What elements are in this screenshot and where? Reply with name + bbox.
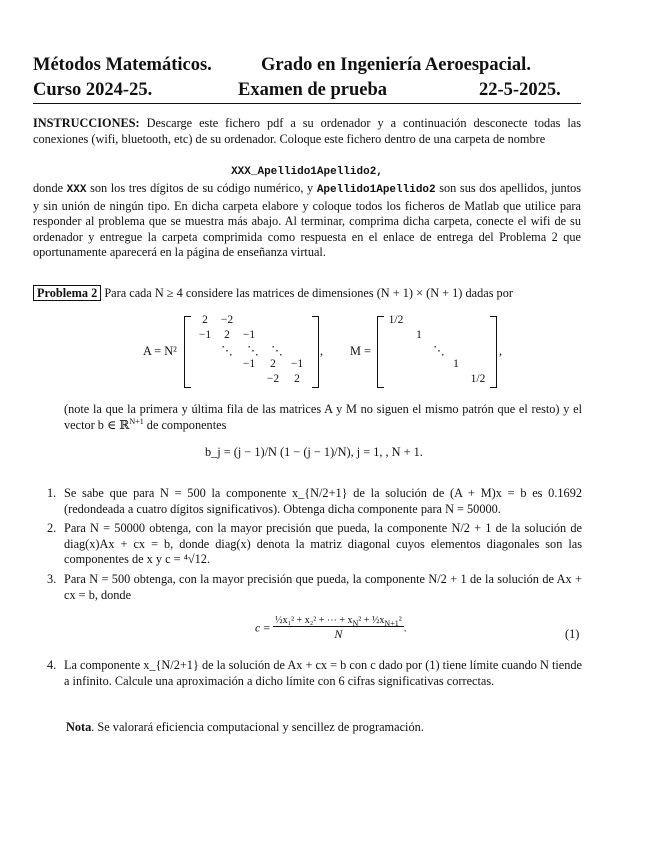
item-text: La componente x_{N/2+1} de la solución de Ax + cx = b con c dado por (1) tiene límite cuando N tiende a infinito. Calcule una aproximación a dicho límite con 6 cifras significativas correctas.: [64, 658, 582, 688]
matrix-m-entry: ⋱: [433, 345, 445, 357]
instructions-text-2a: donde: [33, 181, 64, 195]
item-number: 1.: [47, 486, 57, 500]
header-line-2: [33, 80, 581, 104]
matrix-a-label: A = N²: [143, 344, 177, 358]
note-superscript: N+1: [129, 416, 144, 426]
bj-formula-text: b_j = (j − 1)/N (1 − (j − 1)/N), j = 1, , N + 1.: [205, 445, 423, 459]
folder-name-line: [33, 163, 581, 181]
matrix-a-entry: ⋱: [271, 345, 283, 357]
item-number: 2.: [47, 521, 57, 535]
c-equation: c = $\frac{\frac{1}{2}x_1^2 + x_2^2 + \cdots + x_N^2 + \frac{1}{2}x_{N+1}^2}{N}$ .: [255, 615, 407, 641]
bj-formula: [205, 445, 423, 460]
matrix-a-entry: 2: [224, 329, 230, 341]
list-item: [47, 658, 582, 689]
list-item: [47, 486, 582, 517]
instructions-text-1: Descarge este fichero pdf a su ordenador y a continuación desconecte todas las conexiones (wifi, bluetooth, etc) de su ordenador. Coloque este fichero dentro de una carpeta de nombre: [33, 116, 582, 146]
matrix-a-entry: −2: [266, 373, 280, 385]
problem-intro: Para cada N ≥ 4 considere las matrices de dimensiones (N + 1) × (N + 1) dadas por: [104, 286, 513, 300]
list-item: [47, 521, 582, 568]
problem-label: Problema 2: [33, 285, 101, 301]
exam-date: 22-5-2025.: [479, 80, 561, 100]
academic-year: Curso 2024-25.: [33, 80, 153, 100]
matrix-m-entry: 1: [416, 329, 422, 341]
item-number: 3.: [47, 572, 57, 586]
note-text: (note la que la primera y última fila de las matrices A y M no siguen el mismo patrón que el resto) y el vector b ∈ ℝ: [64, 402, 582, 432]
matrix-m-entries: [383, 314, 488, 386]
header-rule: [33, 103, 581, 104]
note-end: de componentes: [146, 417, 227, 432]
matrix-a-right-bracket: [312, 316, 319, 388]
matrix-m-entry: 1/2: [470, 373, 486, 385]
equation-number: (1): [565, 627, 580, 641]
item-text: Para N = 500 obtenga, con la mayor precisión que pueda, la componente N/2 + 1 de la solución de Ax + cx = b, donde: [64, 572, 582, 602]
exam-type: Examen de prueba: [238, 80, 388, 100]
note-paragraph: [64, 402, 582, 433]
comma: ,: [499, 344, 503, 358]
item-text: Para N = 50000 obtenga, con la mayor precisión que pueda, la componente N/2 + 1 de la solución de diag(x)Ax + cx = b, donde diag(x) denota la matriz diagonal cuyos elementos diagonales son las componentes de x y c = ⁴√12.: [64, 521, 582, 566]
instructions-paragraph-2: [33, 181, 581, 261]
matrix-a-entry: −1: [242, 329, 256, 341]
folder-name: XXX_Apellido1Apellido2,: [231, 166, 383, 178]
code-xxx: XXX: [66, 184, 87, 196]
item-text: Se sabe que para N = 500 la componente x_{N/2+1} de la solución de (A + M)x = b es 0.1692 (redondeada a cuatro dígitos significativos). Obtenga dicha componente para N = 50000.: [64, 486, 582, 516]
matrix-a-entry: 2: [270, 358, 276, 370]
degree-title: Grado en Ingeniería Aeroespacial.: [261, 55, 531, 75]
matrix-a-entry: 2: [294, 373, 300, 385]
item-number: 4.: [47, 658, 57, 672]
code-names: Apellido1Apellido2: [316, 184, 436, 196]
matrix-m-right-bracket: [490, 316, 497, 388]
header-line-1: [33, 55, 581, 79]
instructions-text-2b: son los tres dígitos de su código numérico, y: [90, 181, 314, 195]
matrix-a-entry: −1: [198, 329, 212, 341]
instructions-paragraph-1: [33, 116, 581, 147]
nota-text: . Se valorará eficiencia computacional y sencillez de programación.: [91, 720, 424, 734]
comma: ,: [320, 344, 324, 358]
problem-intro-line: [33, 286, 581, 302]
matrix-a-entry: −2: [220, 314, 234, 326]
matrix-a-entry: ⋱: [221, 345, 233, 357]
instructions-text-2c: son sus dos apellidos, juntos y sin unión de ningún tipo. En dicha carpeta elabore y coloque todos los ficheros de Matlab que utilice para responder al problema que se muestra más abajo. Al terminar, comprima dicha carpeta, conecte el wifi de su ordenador y entregue la carpeta comprimida como respuesta en el enlace de entrega del Problema 2 que oportunamente aparecerá en la página de enseñanza virtual.: [33, 181, 582, 259]
matrix-m-label: M =: [350, 344, 371, 358]
course-title: Métodos Matemáticos.: [33, 55, 212, 75]
matrix-m-entry: 1: [453, 358, 459, 370]
matrix-a-entry: 2: [202, 314, 208, 326]
nota-label: Nota: [66, 720, 92, 734]
matrix-a-entries: [190, 314, 310, 386]
instructions-label: INSTRUCCIONES:: [33, 116, 140, 130]
matrix-a-entry: ⋱: [247, 345, 259, 357]
matrix-a-entry: −1: [242, 358, 256, 370]
list-item: [47, 572, 582, 603]
matrix-a-entry: −1: [290, 358, 304, 370]
matrix-m-entry: 1/2: [388, 314, 404, 326]
nota-line: [66, 720, 582, 736]
